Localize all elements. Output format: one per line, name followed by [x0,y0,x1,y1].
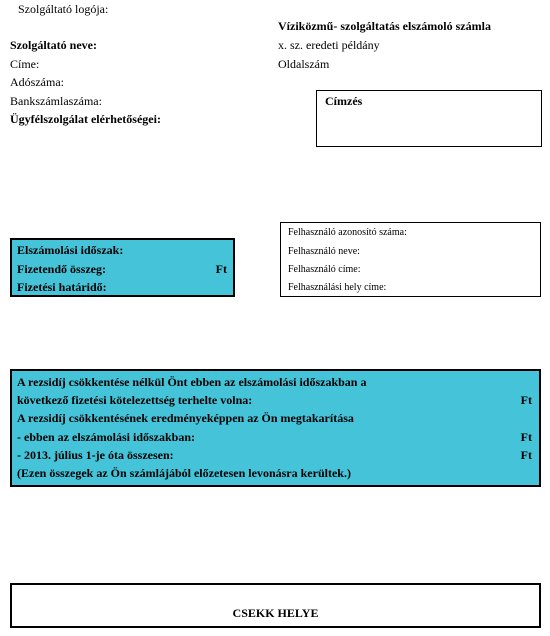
user-name-label: Felhasználó neve: [288,246,360,257]
invoice-page: Oldalszám [278,57,330,71]
provider-service-label: Ügyfélszolgálat elérhetőségei: [10,112,161,126]
user-id-label: Felhasználó azonosító száma: [288,227,407,238]
billing-period-label: Elszámolási időszak: [17,243,124,257]
provider-address-label: Címe: [10,57,40,71]
provider-logo-label: Szolgáltató logója: [18,2,109,16]
billing-summary-box [10,238,235,297]
billing-amount-label: Fizetendő összeg: [17,262,106,276]
savings-line-2-unit: Ft [520,393,532,407]
addressee-label: Címzés [325,94,363,108]
addressee-box [316,90,542,147]
savings-line-1: A rezsidíj csökkentése nélkül Önt ebben az elszámolási időszakban a [17,375,367,389]
provider-tax-label: Adószáma: [10,75,64,89]
billing-deadline-label: Fizetési határidő: [17,280,107,294]
cheque-label: CSEKK HELYE [232,606,319,620]
cheque-box [10,583,541,628]
invoice-title: Víziközmű- szolgáltatás elszámoló számla [278,19,491,33]
provider-name-label: Szolgáltató neve: [10,38,97,52]
savings-line-6: (Ezen összegek az Ön számlájából előzetesen levonásra kerültek.) [17,466,351,480]
savings-box [10,369,541,487]
user-address-label: Felhasználó címe: [288,264,361,275]
savings-line-2: következő fizetési kötelezettség terhelte volna: [17,393,253,407]
savings-line-4-unit: Ft [520,430,532,444]
savings-line-5-unit: Ft [520,448,532,462]
savings-line-3: A rezsidíj csökkentésének eredményeképpen az Ön megtakarítása [17,411,354,425]
savings-line-4: - ebben az elszámolási időszakban: [17,430,196,444]
provider-bank-label: Bankszámlaszáma: [10,94,102,108]
billing-amount-unit: Ft [215,262,227,276]
invoice-copy: x. sz. eredeti példány [278,38,380,52]
savings-line-5: - 2013. július 1-je óta összesen: [17,448,174,462]
user-info-box [280,222,541,297]
user-site-label: Felhasználási hely címe: [288,282,387,293]
